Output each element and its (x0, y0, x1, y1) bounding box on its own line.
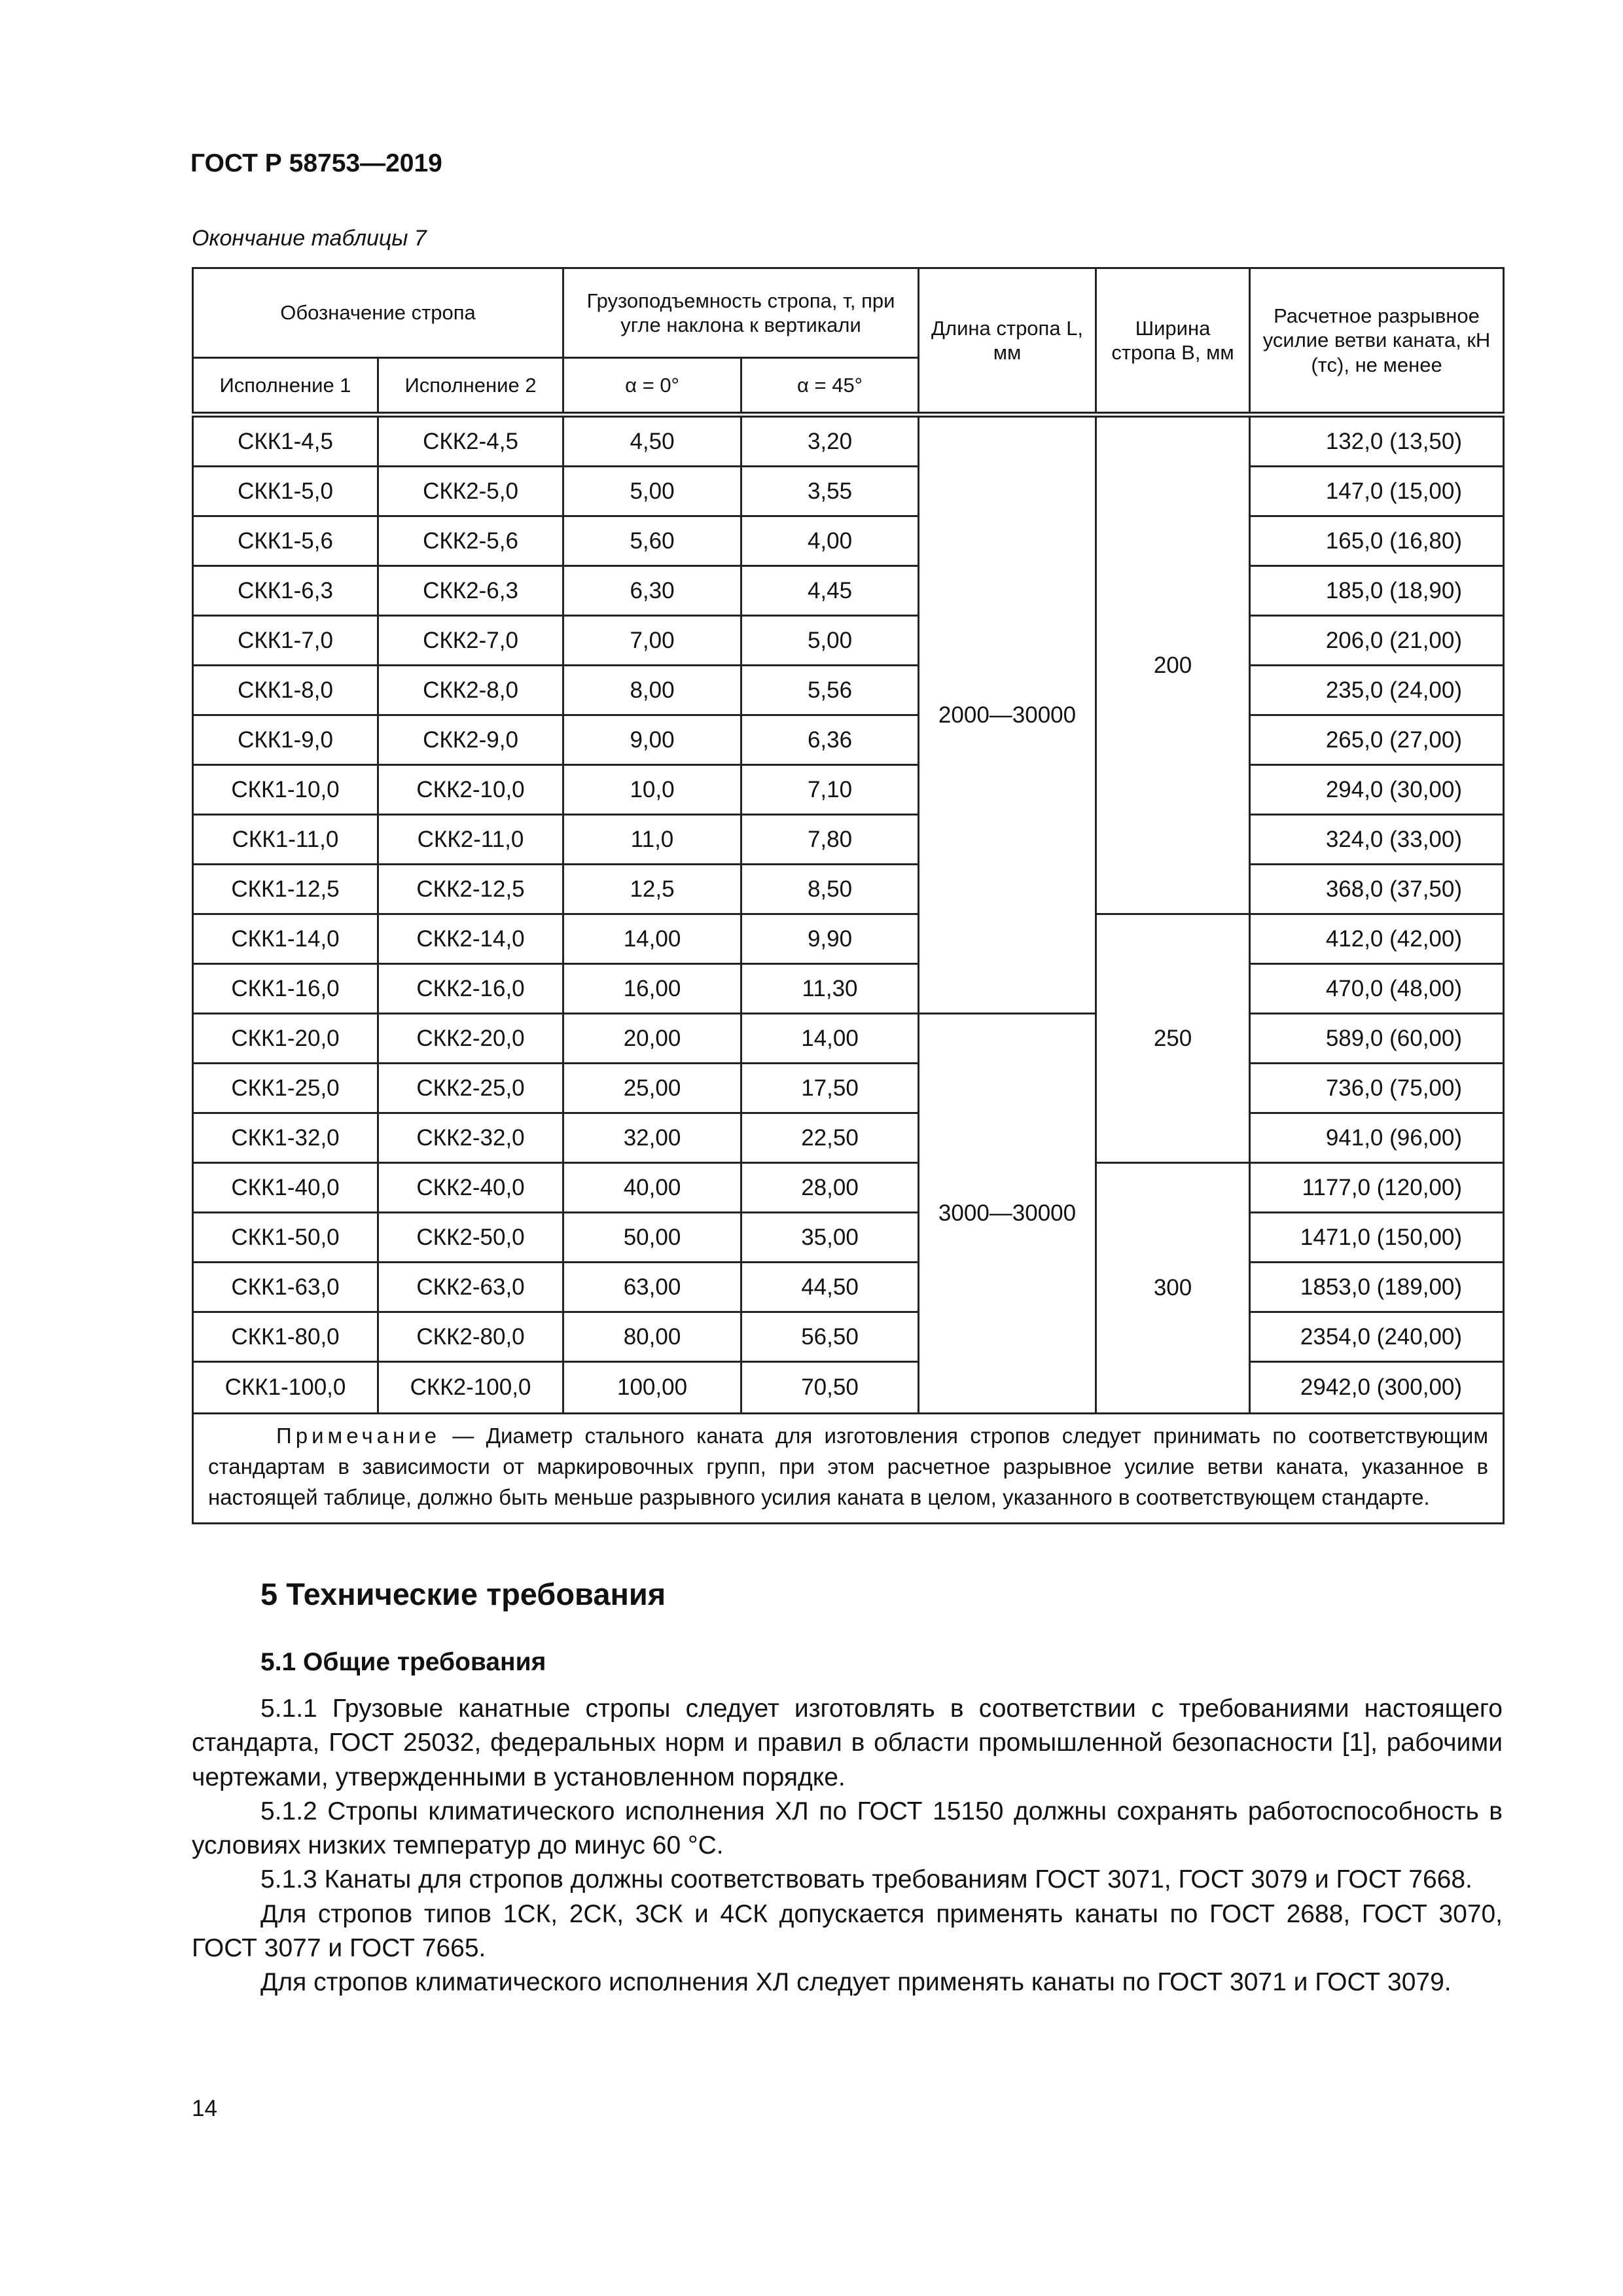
cell-force: 589,0 (60,00) (1250, 1014, 1504, 1064)
cell-exec1: СКК1-16,0 (193, 964, 378, 1014)
cell-alpha0: 14,00 (563, 914, 741, 964)
header-designation: Обозначение стропа (193, 268, 563, 358)
cell-exec1: СКК1-10,0 (193, 765, 378, 815)
cell-force: 265,0 (27,00) (1250, 715, 1504, 765)
section-body (192, 1692, 1503, 2000)
table-note (193, 1414, 1504, 1524)
cell-alpha0: 16,00 (563, 964, 741, 1014)
table-row (193, 914, 1504, 964)
cell-length-group-2: 3000—30000 (919, 1014, 1096, 1414)
cell-exec1: СКК1-100,0 (193, 1362, 378, 1414)
cell-force: 368,0 (37,50) (1250, 865, 1504, 914)
paragraph-5-1-3: 5.1.3 Канаты для стропов должны соответствовать требованиям ГОСТ 3071, ГОСТ 3079 и ГОСТ 7668. (260, 1865, 1472, 1894)
cell-exec1: СКК1-4,5 (193, 417, 378, 467)
cell-width-group-3: 300 (1096, 1163, 1250, 1414)
cell-exec1: СКК1-14,0 (193, 914, 378, 964)
cell-alpha0: 25,00 (563, 1064, 741, 1113)
cell-alpha0: 50,00 (563, 1213, 741, 1263)
table-row (193, 1014, 1504, 1064)
subsection-title: 5.1 Общие требования (260, 1648, 546, 1676)
table-note-row (193, 1414, 1504, 1524)
cell-exec1: СКК1-20,0 (193, 1014, 378, 1064)
cell-alpha45: 17,50 (741, 1064, 919, 1113)
paragraph-hl-ropes: Для стропов климатического исполнения ХЛ следует применять канаты по ГОСТ 3071 и ГОСТ 3079. (260, 1968, 1452, 1996)
table-row (193, 417, 1504, 467)
cell-exec1: СКК1-9,0 (193, 715, 378, 765)
cell-alpha45: 8,50 (741, 865, 919, 914)
cell-alpha45: 9,90 (741, 914, 919, 964)
cell-alpha0: 10,0 (563, 765, 741, 815)
cell-force: 235,0 (24,00) (1250, 666, 1504, 715)
cell-alpha0: 80,00 (563, 1312, 741, 1362)
cell-alpha0: 20,00 (563, 1014, 741, 1064)
table-row (193, 616, 1504, 666)
cell-alpha45: 5,00 (741, 616, 919, 666)
table-row (193, 516, 1504, 566)
cell-alpha0: 32,00 (563, 1113, 741, 1163)
cell-alpha0: 11,0 (563, 815, 741, 865)
cell-force: 941,0 (96,00) (1250, 1113, 1504, 1163)
table-row (193, 1064, 1504, 1113)
cell-force: 2942,0 (300,00) (1250, 1362, 1504, 1414)
cell-exec2: СКК2-12,5 (378, 865, 563, 914)
cell-exec1: СКК1-5,0 (193, 467, 378, 516)
cell-force: 324,0 (33,00) (1250, 815, 1504, 865)
table-row (193, 964, 1504, 1014)
cell-exec2: СКК2-20,0 (378, 1014, 563, 1064)
paragraph-5-1-1: 5.1.1 Грузовые канатные стропы следует изготовлять в соответствии с требованиями настоящего стандарта, ГОСТ 25032, федеральных норм и правил в области промышленной безопасности [1], рабочими чертежами, утвержденными в установленном порядке. (192, 1695, 1503, 1791)
header-length: Длина стропа L, мм (919, 268, 1096, 413)
cell-force: 470,0 (48,00) (1250, 964, 1504, 1014)
header-exec1: Исполнение 1 (193, 358, 378, 413)
cell-alpha0: 5,60 (563, 516, 741, 566)
cell-alpha45: 35,00 (741, 1213, 919, 1263)
cell-exec2: СКК2-10,0 (378, 765, 563, 815)
cell-alpha45: 6,36 (741, 715, 919, 765)
paragraph-rope-types: Для стропов типов 1СК, 2СК, 3СК и 4СК допускается применять канаты по ГОСТ 2688, ГОСТ 3070, ГОСТ 3077 и ГОСТ 7665. (192, 1899, 1503, 1962)
cell-alpha0: 40,00 (563, 1163, 741, 1213)
document-code: ГОСТ Р 58753—2019 (190, 149, 442, 177)
cell-alpha45: 4,00 (741, 516, 919, 566)
table-row (193, 566, 1504, 616)
cell-exec1: СКК1-7,0 (193, 616, 378, 666)
cell-force: 294,0 (30,00) (1250, 765, 1504, 815)
cell-alpha0: 5,00 (563, 467, 741, 516)
cell-exec1: СКК1-5,6 (193, 516, 378, 566)
cell-force: 147,0 (15,00) (1250, 467, 1504, 516)
cell-alpha45: 56,50 (741, 1312, 919, 1362)
cell-force: 206,0 (21,00) (1250, 616, 1504, 666)
table-row (193, 467, 1504, 516)
cell-exec2: СКК2-9,0 (378, 715, 563, 765)
table-row (193, 715, 1504, 765)
header-width: Ширина стропа B, мм (1096, 268, 1250, 413)
cell-force: 165,0 (16,80) (1250, 516, 1504, 566)
cell-exec1: СКК1-50,0 (193, 1213, 378, 1263)
cell-alpha45: 22,50 (741, 1113, 919, 1163)
cell-exec2: СКК2-32,0 (378, 1113, 563, 1163)
cell-force: 185,0 (18,90) (1250, 566, 1504, 616)
cell-alpha0: 100,00 (563, 1362, 741, 1414)
cell-exec2: СКК2-100,0 (378, 1362, 563, 1414)
table-7 (192, 267, 1505, 1524)
cell-exec1: СКК1-40,0 (193, 1163, 378, 1213)
cell-exec2: СКК2-7,0 (378, 616, 563, 666)
table-row (193, 1163, 1504, 1213)
cell-force: 1471,0 (150,00) (1250, 1213, 1504, 1263)
cell-alpha0: 12,5 (563, 865, 741, 914)
cell-alpha45: 70,50 (741, 1362, 919, 1414)
cell-alpha0: 9,00 (563, 715, 741, 765)
cell-alpha45: 5,56 (741, 666, 919, 715)
cell-force: 2354,0 (240,00) (1250, 1312, 1504, 1362)
note-text: — Диаметр стального каната для изготовления стропов следует принимать по соответствующим стандартам в зависимости от маркировочных групп, при этом расчетное разрывное усилие ветви каната, указанное в настоящей таблице, должно быть меньше разрывного усилия каната в целом, указанного в соответствующем стандарте. (208, 1424, 1489, 1509)
note-lead: Примечание (276, 1424, 441, 1448)
cell-alpha0: 8,00 (563, 666, 741, 715)
cell-alpha45: 28,00 (741, 1163, 919, 1213)
cell-alpha0: 7,00 (563, 616, 741, 666)
cell-alpha0: 4,50 (563, 417, 741, 467)
table-row (193, 1263, 1504, 1312)
table-row (193, 865, 1504, 914)
cell-exec2: СКК2-80,0 (378, 1312, 563, 1362)
cell-alpha45: 11,30 (741, 964, 919, 1014)
cell-length-group-1: 2000—30000 (919, 417, 1096, 1014)
cell-exec2: СКК2-6,3 (378, 566, 563, 616)
table-row (193, 765, 1504, 815)
cell-alpha45: 7,10 (741, 765, 919, 815)
cell-alpha45: 3,55 (741, 467, 919, 516)
paragraph-5-1-2: 5.1.2 Стропы климатического исполнения ХЛ по ГОСТ 15150 должны сохранять работоспособность в условиях низких температур до минус 60 °С. (192, 1797, 1503, 1859)
cell-alpha45: 4,45 (741, 566, 919, 616)
cell-exec1: СКК1-11,0 (193, 815, 378, 865)
header-force: Расчетное разрывное усилие ветви каната, кН (тс), не менее (1250, 268, 1504, 413)
section-title: 5 Технические требования (260, 1577, 666, 1611)
cell-exec2: СКК2-25,0 (378, 1064, 563, 1113)
cell-exec2: СКК2-5,6 (378, 516, 563, 566)
cell-alpha45: 3,20 (741, 417, 919, 467)
cell-exec2: СКК2-5,0 (378, 467, 563, 516)
cell-alpha0: 6,30 (563, 566, 741, 616)
cell-alpha45: 14,00 (741, 1014, 919, 1064)
header-alpha0: α = 0° (563, 358, 741, 413)
cell-alpha45: 44,50 (741, 1263, 919, 1312)
cell-exec2: СКК2-50,0 (378, 1213, 563, 1263)
cell-force: 1177,0 (120,00) (1250, 1163, 1504, 1213)
page-number: 14 (192, 2096, 217, 2121)
table-row (193, 815, 1504, 865)
cell-exec1: СКК1-80,0 (193, 1312, 378, 1362)
cell-exec1: СКК1-6,3 (193, 566, 378, 616)
cell-exec1: СКК1-12,5 (193, 865, 378, 914)
header-alpha45: α = 45° (741, 358, 919, 413)
table-row (193, 666, 1504, 715)
cell-width-group-1: 200 (1096, 417, 1250, 914)
cell-width-group-2: 250 (1096, 914, 1250, 1163)
cell-exec1: СКК1-25,0 (193, 1064, 378, 1113)
table-row (193, 1213, 1504, 1263)
cell-exec2: СКК2-8,0 (378, 666, 563, 715)
cell-exec2: СКК2-11,0 (378, 815, 563, 865)
cell-force: 132,0 (13,50) (1250, 417, 1504, 467)
cell-exec1: СКК1-8,0 (193, 666, 378, 715)
cell-exec1: СКК1-32,0 (193, 1113, 378, 1163)
table-caption: Окончание таблицы 7 (192, 226, 427, 251)
cell-exec1: СКК1-63,0 (193, 1263, 378, 1312)
cell-force: 736,0 (75,00) (1250, 1064, 1504, 1113)
cell-alpha45: 7,80 (741, 815, 919, 865)
cell-alpha0: 63,00 (563, 1263, 741, 1312)
cell-exec2: СКК2-16,0 (378, 964, 563, 1014)
cell-exec2: СКК2-4,5 (378, 417, 563, 467)
table-row (193, 1362, 1504, 1414)
cell-force: 1853,0 (189,00) (1250, 1263, 1504, 1312)
cell-force: 412,0 (42,00) (1250, 914, 1504, 964)
table-row (193, 1312, 1504, 1362)
header-capacity: Грузоподъемность стропа, т, при угле наклона к вертикали (563, 268, 919, 358)
table-row (193, 1113, 1504, 1163)
header-exec2: Исполнение 2 (378, 358, 563, 413)
cell-exec2: СКК2-63,0 (378, 1263, 563, 1312)
cell-exec2: СКК2-14,0 (378, 914, 563, 964)
cell-exec2: СКК2-40,0 (378, 1163, 563, 1213)
